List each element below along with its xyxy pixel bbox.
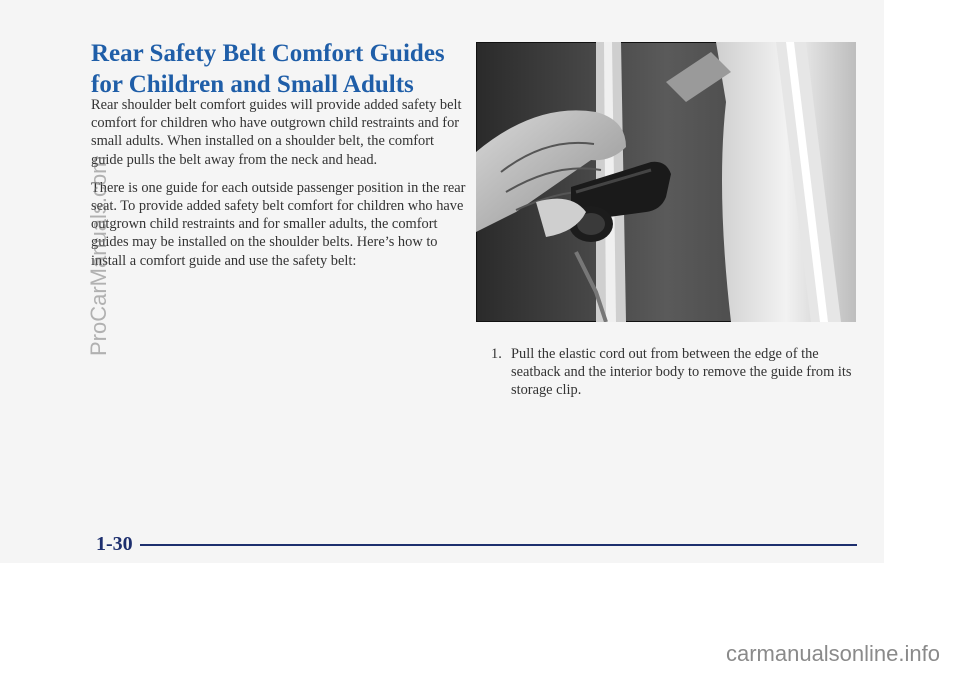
step-text: Pull the elastic cord out from between the edge of the seatback and the interior body to remove the guide from its storage clip. [511,346,852,399]
comfort-guide-illustration [476,42,856,322]
step-number: 1. [491,346,502,362]
footer-rule [140,544,857,546]
paragraph-intro: Rear shoulder belt comfort guides will provide added safety belt comfort for children who have outgrown child restraints and for small adults. When installed on a shoulder belt, the comfort guide pulls the belt away from the neck and head. [91,97,462,168]
paragraph-installation: There is one guide for each outside passenger position in the rear seat. To provide added safety belt comfort for children who have outgrown child restraints and for smaller adults, the comfort guides may be installed on the shoulder belts. Here’s how to install a comfort guide and use the safety belt: [91,179,466,269]
bottom-watermark: carmanualsonline.info [725,641,940,666]
side-watermark: ProCarManuals.com [86,155,111,356]
section-title: Rear Safety Belt Comfort Guides for Children and Small Adults [91,40,445,98]
installation-steps [491,345,856,400]
comfort-guide-photo-graphic [476,42,856,322]
page-number: 1-30 [96,533,133,555]
body-text [91,96,466,280]
step-item [491,345,856,400]
